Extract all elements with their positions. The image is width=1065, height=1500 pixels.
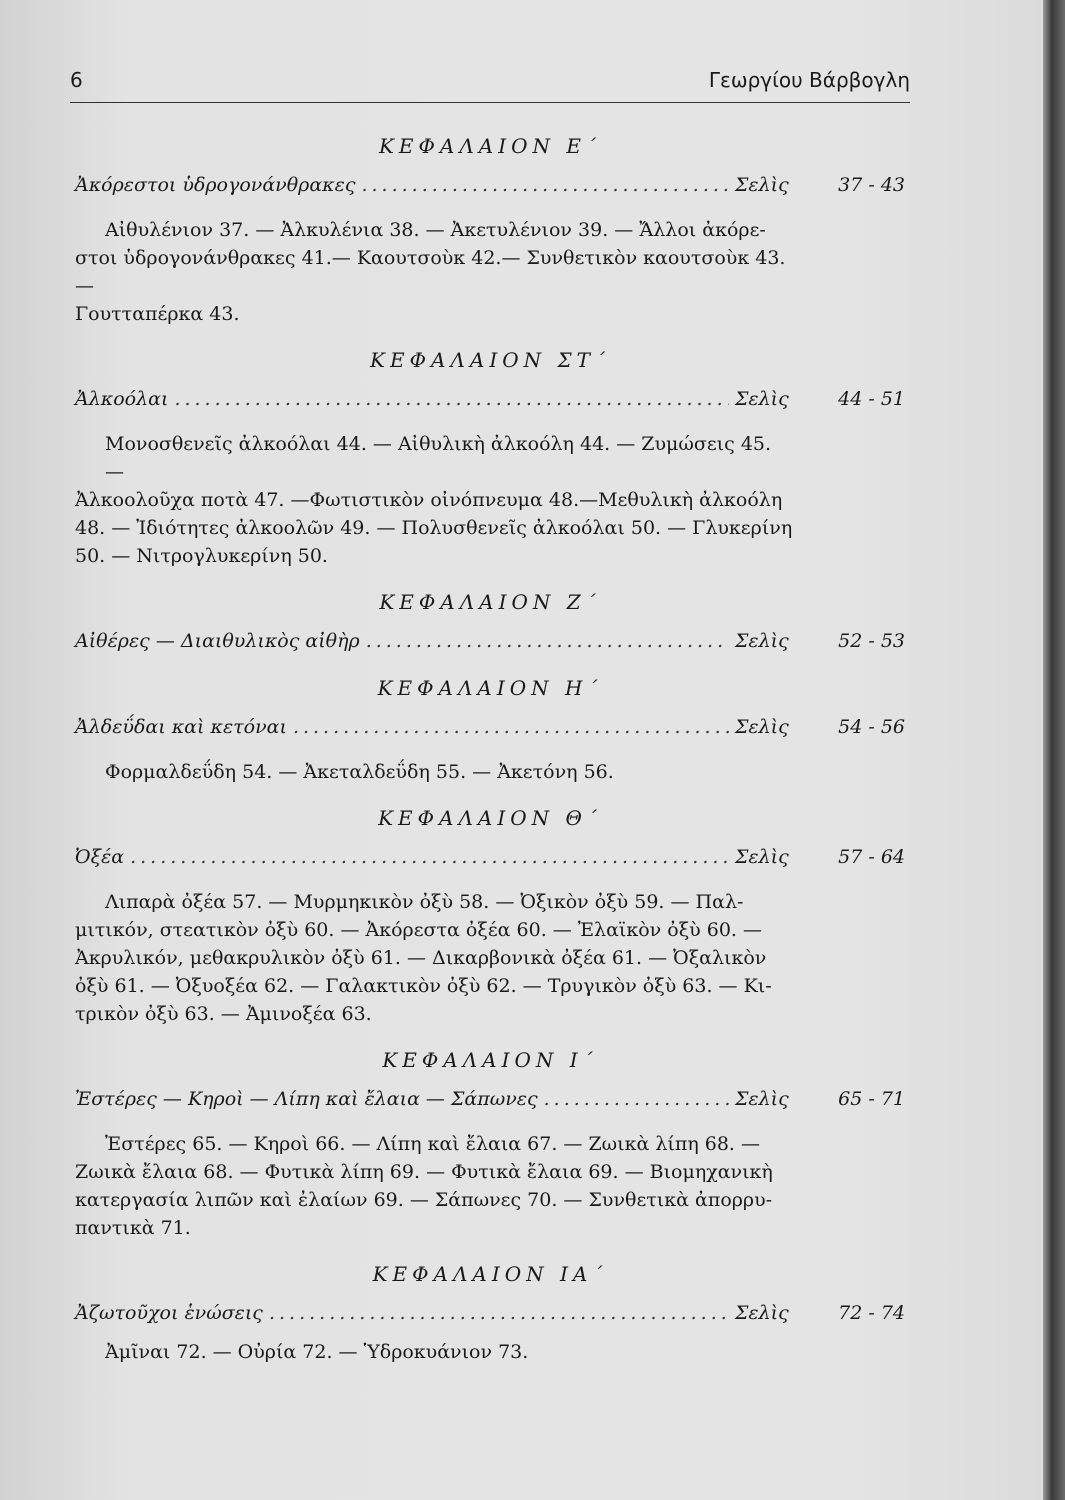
description-line: 48. — Ἰδιότητες ἀλκοολῶν 49. — Πολυσθενεῖς ἀλκοόλαι 50. — Γλυκερίνη: [75, 517, 793, 539]
description-line: Ζωικὰ ἔλαια 68. — Φυτικὰ λίπη 69. — Φυτικὰ ἔλαια 69. — Βιομηχανικὴ: [75, 1161, 773, 1183]
page-edge-shadow: [1043, 0, 1065, 1500]
page-range: 37 - 43: [838, 174, 905, 196]
description-line: Λιπαρὰ ὀξέα 57. — Μυρμηκικὸν ὀξὺ 58. — Ὀξικὸν ὀξὺ 59. — Παλ-: [105, 891, 744, 913]
chapter-heading: ΚΕΦΑΛΑΙΟΝ Ζ΄: [379, 590, 601, 614]
description-line: 50. — Νιτρογλυκερίνη 50.: [75, 545, 328, 567]
page-range: 65 - 71: [838, 1088, 905, 1110]
description-line: Ἀλκοολοῦχα ποτὰ 47. —Φωτιστικὸν οἰνόπνευμα 48.—Μεθυλικὴ ἀλκοόλη: [75, 489, 783, 511]
chapter-heading: ΚΕΦΑΛΑΙΟΝ Ι΄: [382, 1048, 598, 1072]
chapter-section: [75, 676, 905, 786]
description-line: Ἐστέρες 65. — Κηροὶ 66. — Λίπη καὶ ἔλαια 67. — Ζωικὰ λίπη 68. —: [105, 1133, 760, 1155]
page-range: 57 - 64: [838, 846, 905, 868]
chapter-section: [75, 590, 905, 662]
chapter-section: [75, 1048, 905, 1242]
toc-entry: [75, 630, 905, 662]
chapter-heading: ΚΕΦΑΛΑΙΟΝ Η΄: [377, 676, 603, 700]
entry-description: [75, 758, 795, 786]
dot-leader: [544, 1088, 729, 1110]
selis-label: Σελὶς: [735, 630, 789, 652]
selis-label: Σελὶς: [735, 846, 789, 868]
description-line: Γουτταπέρκα 43.: [75, 303, 240, 325]
dot-leader: [130, 846, 729, 868]
dot-leader: [361, 174, 729, 196]
chapter-section: [75, 806, 905, 1028]
chapter-section: [75, 348, 905, 570]
toc-entry: [75, 846, 905, 878]
selis-label: Σελὶς: [735, 716, 789, 738]
dot-leader: [174, 388, 729, 410]
page-range: 44 - 51: [838, 388, 905, 410]
chapter-heading: ΚΕΦΑΛΑΙΟΝ ΣΤ΄: [370, 348, 610, 372]
selis-label: Σελὶς: [735, 1302, 789, 1324]
description-line: στοι ὑδρογονάνθρακες 41.— Καουτσοὺκ 42.— Συνθετικὸν καουτσοὺκ 43.—: [75, 247, 786, 297]
dot-leader: [269, 1302, 729, 1324]
entry-description: [75, 216, 795, 328]
toc-entry: [75, 388, 905, 420]
toc-entry: [75, 716, 905, 748]
entry-description: [75, 888, 795, 1028]
entry-title: Ἐστέρες — Κηροὶ — Λίπη καὶ ἔλαια — Σάπωνες: [75, 1088, 538, 1110]
description-line: Αἰθυλένιον 37. — Ἀλκυλένια 38. — Ἀκετυλένιον 39. — Ἄλλοι ἀκόρε-: [105, 219, 766, 241]
description-line: ὀξὺ 61. — Ὀξυοξέα 62. — Γαλακτικὸν ὀξὺ 62. — Τρυγικὸν ὀξὺ 63. — Κι-: [75, 975, 772, 997]
entry-title: Ὀξέα: [75, 846, 125, 868]
selis-label: Σελὶς: [735, 1088, 789, 1110]
dot-leader: [293, 716, 729, 738]
entry-description: [75, 1338, 795, 1366]
entry-description: [75, 1130, 795, 1242]
description-line: κατεργασία λιπῶν καὶ ἐλαίων 69. — Σάπωνες 70. — Συνθετικὰ ἀπορρυ-: [75, 1189, 773, 1211]
toc-entry: [75, 174, 905, 206]
page-range: 54 - 56: [838, 716, 905, 738]
running-header: [70, 66, 910, 106]
toc-entry: [75, 1302, 905, 1334]
entry-title: Αἰθέρες — Διαιθυλικὸς αἰθὴρ: [75, 630, 360, 652]
description-line: Μονοσθενεῖς ἀλκοόλαι 44. — Αἰθυλικὴ ἀλκοόλη 44. — Ζυμώσεις 45. —: [105, 433, 772, 483]
chapter-heading: ΚΕΦΑΛΑΙΟΝ ΙΑ΄: [372, 1262, 608, 1286]
description-line: μιτικόν, στεατικὸν ὀξὺ 60. — Ἀκόρεστα ὀξέα 60. — Ἐλαϊκὸν ὀξὺ 60. —: [75, 919, 763, 941]
entry-description: [75, 430, 795, 570]
description-line: τρικὸν ὀξὺ 63. — Ἀμινοξέα 63.: [75, 1003, 372, 1025]
chapter-heading: ΚΕΦΑΛΑΙΟΝ Θ΄: [378, 806, 602, 830]
author-heading: Γεωργίου Βάρβογλη: [708, 68, 910, 92]
chapter-section: [75, 134, 905, 328]
entry-title: Ἀζωτοῦχοι ἑνώσεις: [75, 1302, 263, 1324]
page-range: 52 - 53: [838, 630, 905, 652]
page-number: 6: [70, 68, 83, 92]
dot-leader: [366, 630, 729, 652]
toc-entry: [75, 1088, 905, 1120]
chapter-section: [75, 1262, 905, 1366]
description-line: Ἀμῖναι 72. — Οὐρία 72. — Ὑδροκυάνιον 73.: [105, 1341, 529, 1363]
header-rule: [70, 102, 910, 103]
entry-title: Ἀκόρεστοι ὑδρογονάνθρακες: [75, 174, 356, 196]
description-line: Φορμαλδεΰδη 54. — Ἀκεταλδεΰδη 55. — Ἀκετόνη 56.: [105, 761, 614, 783]
entry-title: Ἀλκοόλαι: [75, 388, 169, 410]
entry-title: Ἀλδεΰδαι καὶ κετόναι: [75, 716, 287, 738]
page-range: 72 - 74: [838, 1302, 905, 1324]
selis-label: Σελὶς: [735, 174, 789, 196]
description-line: Ἀκρυλικόν, μεθακρυλικὸν ὀξὺ 61. — Δικαρβονικὰ ὀξέα 61. — Ὀξαλικὸν: [75, 947, 767, 969]
table-of-contents: [75, 124, 905, 1386]
chapter-heading: ΚΕΦΑΛΑΙΟΝ Ε΄: [378, 134, 602, 158]
description-line: παντικὰ 71.: [75, 1217, 191, 1239]
selis-label: Σελὶς: [735, 388, 789, 410]
